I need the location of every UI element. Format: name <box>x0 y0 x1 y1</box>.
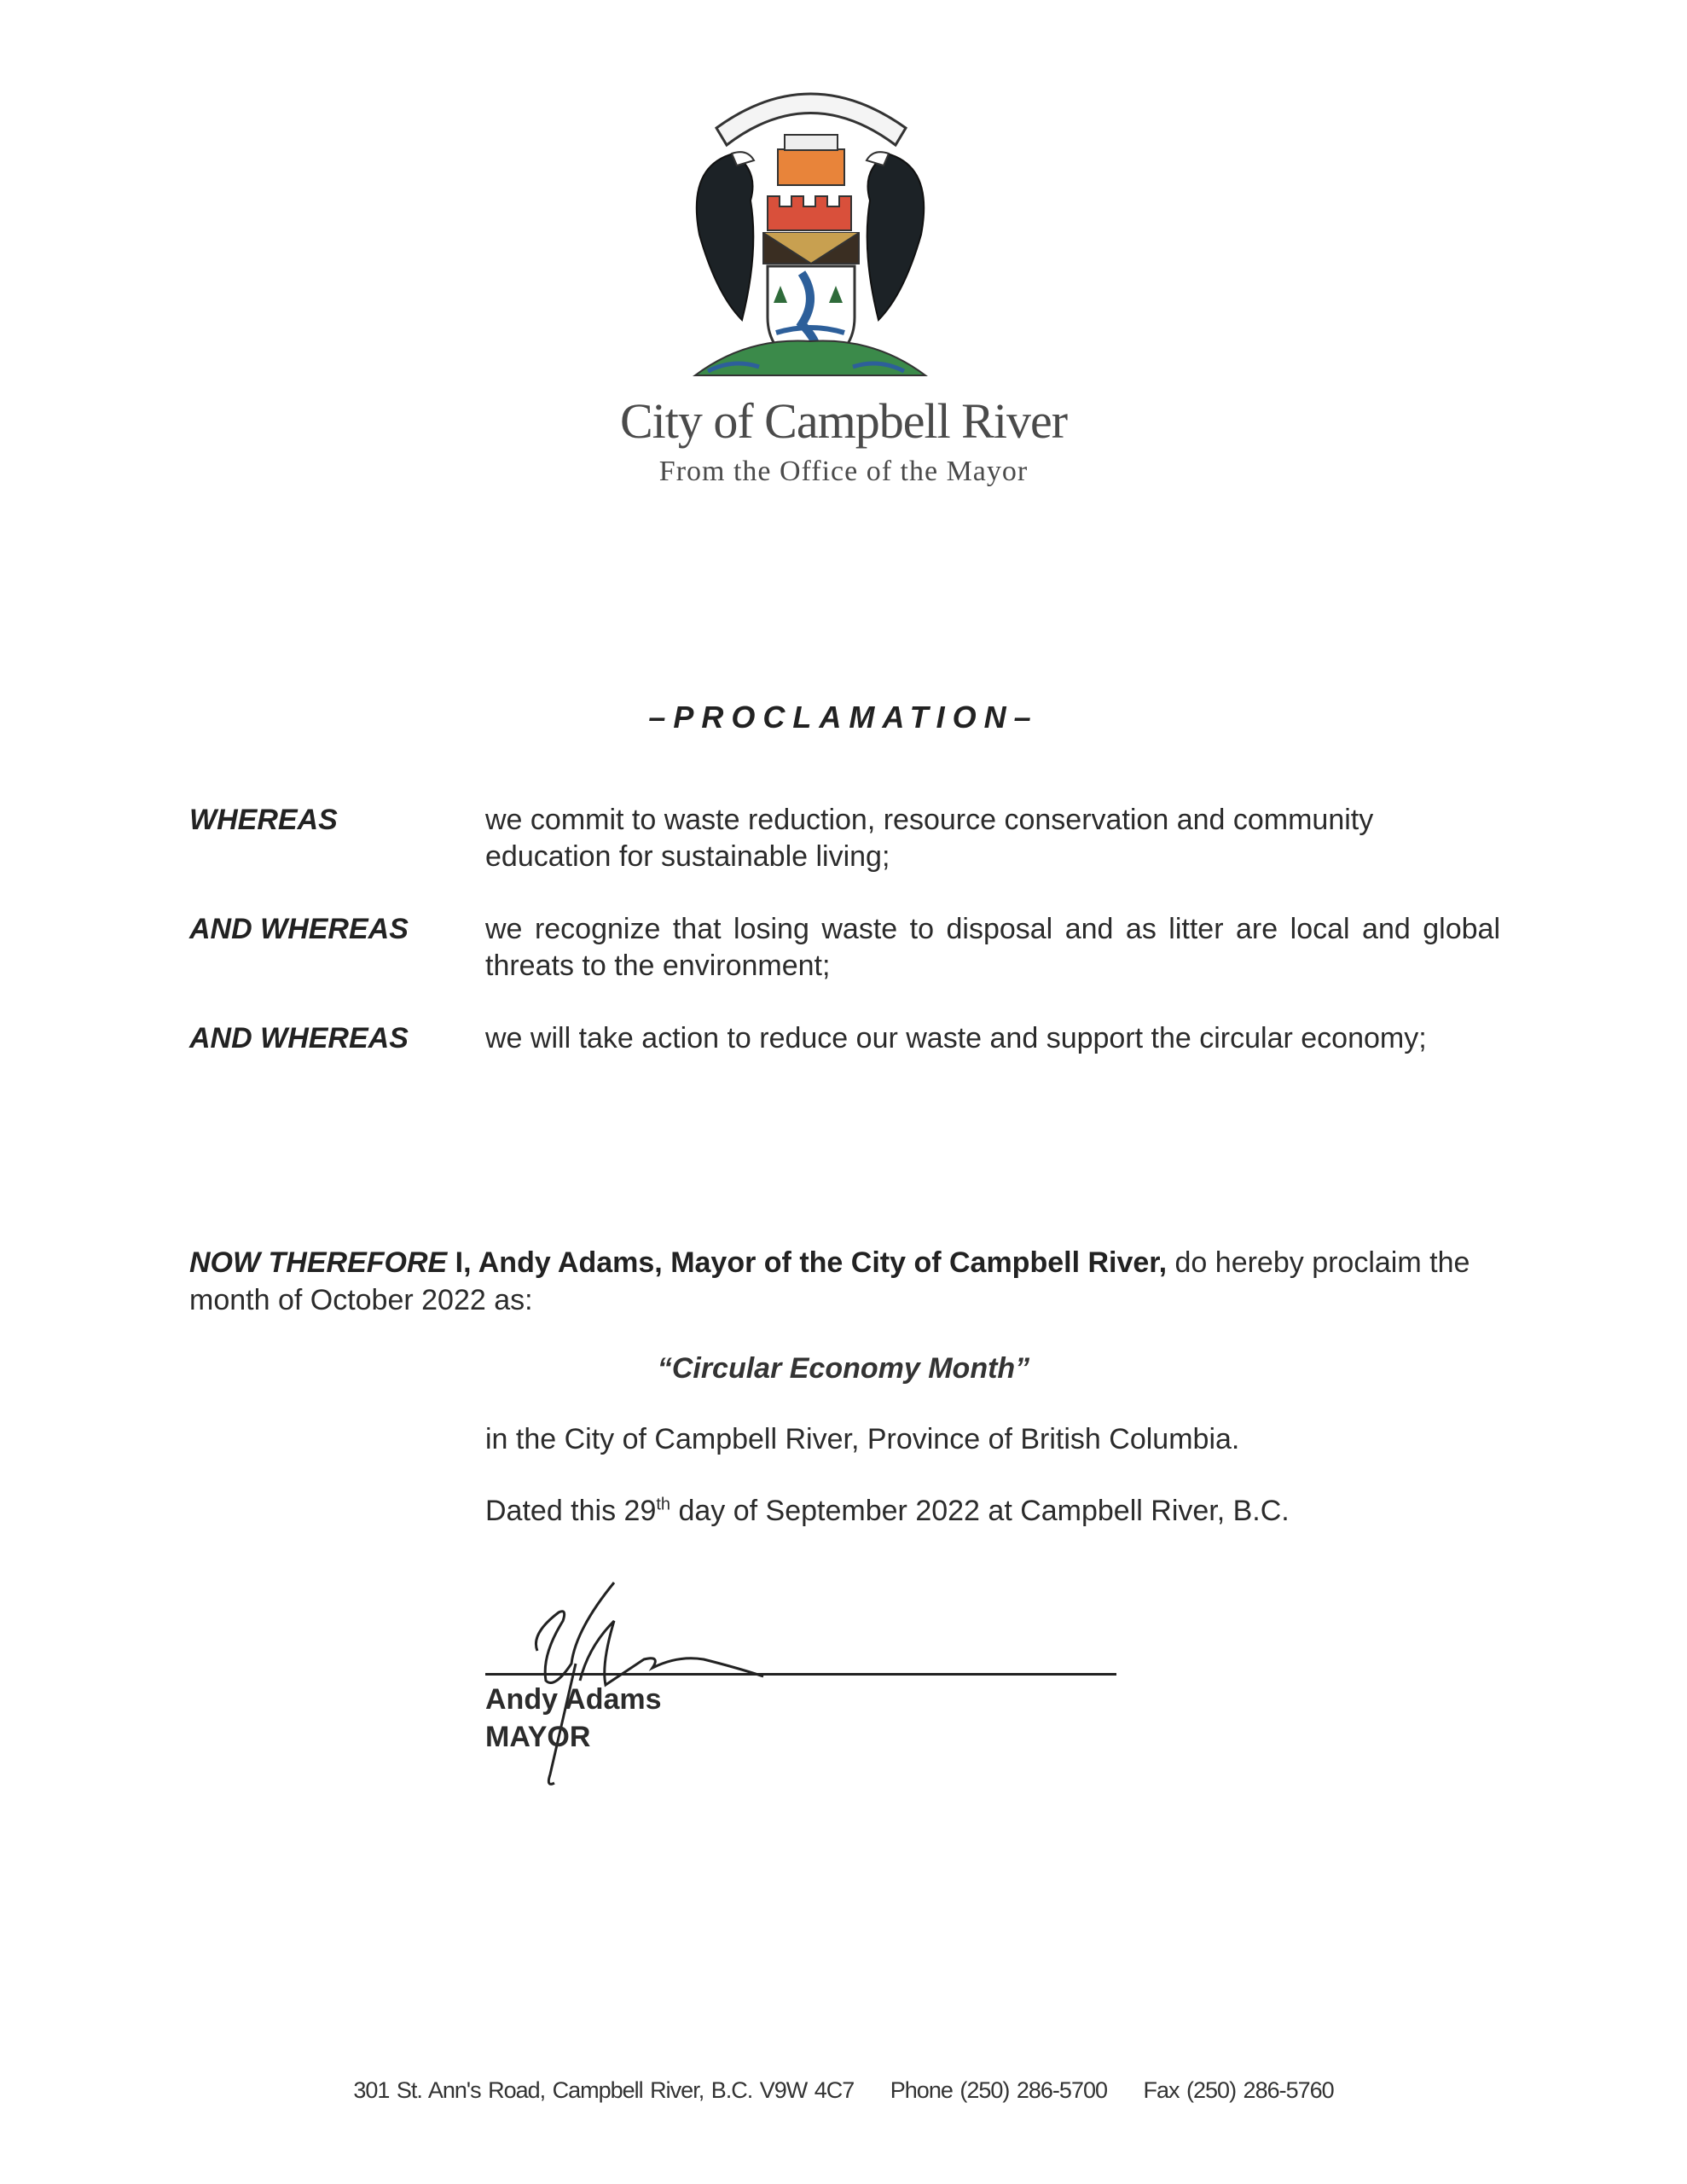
location-line: in the City of Campbell River, Province of British Columbia. <box>485 1423 1240 1455</box>
footer-phone: Phone (250) 286-5700 <box>890 2077 1107 2103</box>
city-name: City of Campbell River <box>619 393 1068 449</box>
proclamation-title: –PROCLAMATION– <box>648 700 1039 735</box>
proclaim-text: do hereby proclaim the month of October 2022 as: <box>189 1246 1470 1316</box>
dated-rest: day of September 2022 at Campbell River, B.C. <box>670 1495 1290 1527</box>
now-therefore-paragraph <box>189 1244 1511 1319</box>
mayor-declaration: I, Andy Adams, Mayor of the City of Campbell River, <box>447 1246 1168 1279</box>
footer-contact <box>0 2077 1687 2104</box>
clause-label: WHEREAS <box>189 804 338 836</box>
clause-label: AND WHEREAS <box>189 913 409 945</box>
now-therefore-keyword: NOW THEREFORE <box>189 1246 448 1279</box>
dated-ordinal: th <box>656 1495 671 1514</box>
footer-address: 301 St. Ann's Road, Campbell River, B.C. V9W 4C7 <box>353 2077 855 2103</box>
signature-line <box>485 1673 1116 1676</box>
proclaimed-month-name: “Circular Economy Month” <box>657 1352 1030 1385</box>
clause-text: we recognize that losing waste to disposal and as litter are local and global threats to the environment; <box>485 913 1500 982</box>
signer-title: MAYOR <box>485 1721 591 1753</box>
dated-line <box>485 1495 1290 1528</box>
city-crest-logo <box>682 68 938 388</box>
clause-text: we commit to waste reduction, resource conservation and community education for sustainable living; <box>485 804 1374 873</box>
dated-prefix: Dated this 29 <box>485 1495 657 1527</box>
signer-name: Andy Adams <box>485 1683 662 1716</box>
footer-fax: Fax (250) 286-5760 <box>1143 2077 1334 2103</box>
clause-label: AND WHEREAS <box>189 1022 409 1054</box>
clause-text: we will take action to reduce our waste and support the circular economy; <box>485 1022 1427 1054</box>
signer-block <box>485 1681 662 1756</box>
office-subtitle: From the Office of the Mayor <box>658 456 1029 487</box>
